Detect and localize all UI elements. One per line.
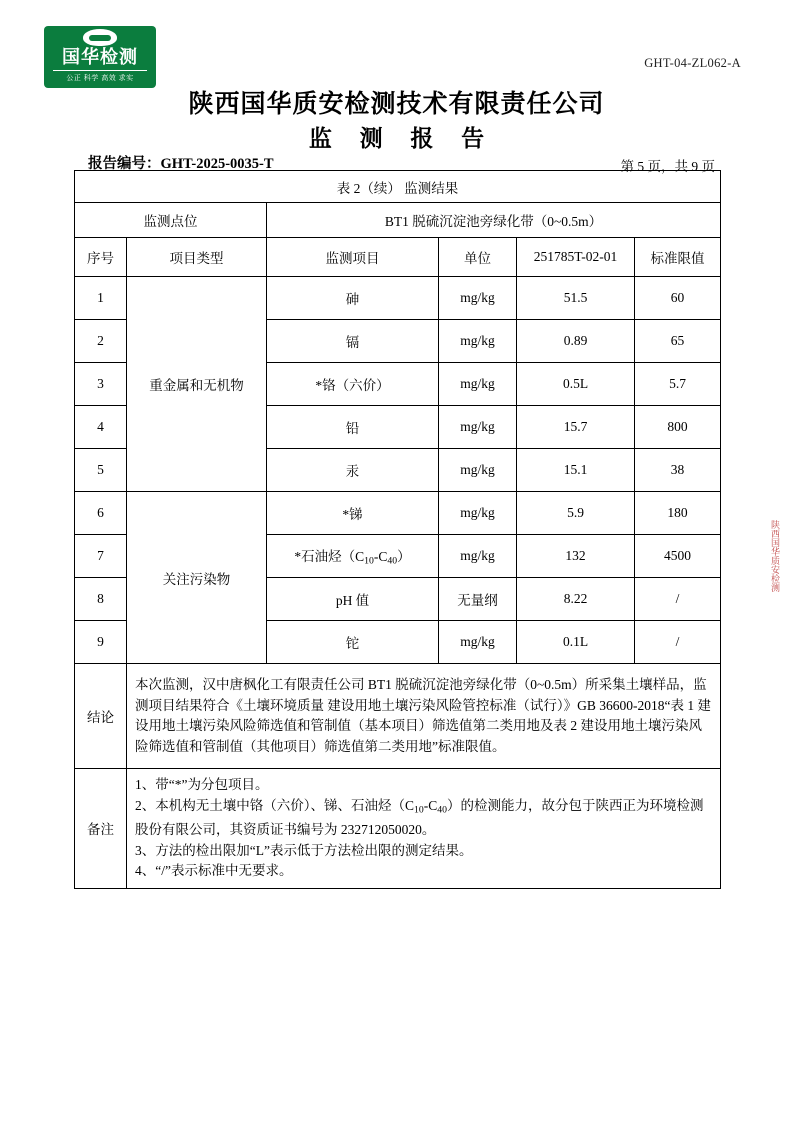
remark-label: 备注	[75, 769, 127, 889]
cell-value: 15.7	[517, 406, 635, 449]
logo-mark-icon	[83, 29, 117, 46]
cell-item: 镉	[267, 320, 439, 363]
logo-subtitle: 公正 科学 高效 求实	[53, 70, 147, 83]
col-header-no: 序号	[75, 238, 127, 277]
cell-value: 15.1	[517, 449, 635, 492]
table-header-row	[75, 238, 721, 277]
cell-no: 7	[75, 535, 127, 578]
cell-item: *石油烃$(C_{10}-C_{40})$	[267, 535, 439, 578]
remark-line: 3、方法的检出限加“L”表示低于方法检出限的测定结果。	[135, 842, 473, 858]
col-header-unit: 单位	[439, 238, 517, 277]
cell-category-group1: 重金属和无机物	[127, 277, 267, 492]
conclusion-text: 本次监测，汉中唐枫化工有限责任公司 BT1 脱硫沉淀池旁绿化带（0~0.5m）所采集土壤样品，监测项目结果符合《土壤环境质量 建设用地土壤污染风险管控标准（试行）》GB 36600-2018“表 1 建设用地土壤污染风险筛选值和管制值（基本项目）筛选值第二类用地及表 2 建设用地土壤污染风险筛选值和管制值（其他项目）筛选值第二类用地”标准限值。	[127, 664, 721, 769]
cell-unit: mg/kg	[439, 492, 517, 535]
cell-unit: mg/kg	[439, 406, 517, 449]
cell-item: 铅	[267, 406, 439, 449]
site-value: BT1 脱硫沉淀池旁绿化带（0~0.5m）	[267, 203, 721, 238]
company-logo	[44, 26, 156, 88]
page-number: 第 5 页，共 9 页	[620, 159, 715, 174]
remark-line: 1、带“*”为分包项目。	[135, 777, 269, 792]
remark-text	[127, 769, 721, 889]
cell-item: *铬（六价）	[267, 363, 439, 406]
cell-no: 9	[75, 621, 127, 664]
cell-limit: 180	[635, 492, 721, 535]
cell-unit: mg/kg	[439, 363, 517, 406]
cell-no: 4	[75, 406, 127, 449]
table-row	[75, 492, 721, 535]
table-row	[75, 277, 721, 320]
company-name: 陕西国华质安检测技术有限责任公司	[188, 91, 605, 118]
conclusion-label: 结论	[75, 664, 127, 769]
col-header-limit: 标准限值	[635, 238, 721, 277]
cell-value: 5.9	[517, 492, 635, 535]
cell-item: pH 值	[267, 578, 439, 621]
col-header-sample: 251785T-02-01	[517, 238, 635, 277]
margin-stamp-marks: 陕西国华 质安检测	[770, 520, 780, 592]
cell-limit: 38	[635, 449, 721, 492]
cell-item: 汞	[267, 449, 439, 492]
cell-limit: /	[635, 621, 721, 664]
table-caption-row	[75, 171, 721, 203]
remark-line: 4、“/”表示标准中无要求。	[135, 863, 293, 879]
site-label: 监测点位	[75, 203, 267, 238]
remark-line: 2、本机构无土壤中铬（六价）、锑、石油烃$(C_{10}-C_{40})$的检测能力，故分包于陕西正为环境检测股份有限公司，其资质证书编号为 232712050020。	[135, 797, 704, 838]
cell-limit: 65	[635, 320, 721, 363]
col-header-item: 监测项目	[267, 238, 439, 277]
cell-item: 砷	[267, 277, 439, 320]
table-caption: 表 2（续） 监测结果	[75, 171, 721, 203]
col-header-category: 项目类型	[127, 238, 267, 277]
cell-unit: 无量纲	[439, 578, 517, 621]
cell-value: 8.22	[517, 578, 635, 621]
cell-no: 8	[75, 578, 127, 621]
report-number: 报告编号：GHT-2025-0035-T	[88, 156, 274, 172]
document-code: GHT-04-ZL062-A	[644, 56, 741, 70]
cell-unit: mg/kg	[439, 449, 517, 492]
conclusion-row	[75, 664, 721, 769]
cell-limit: 4500	[635, 535, 721, 578]
cell-item: 铊	[267, 621, 439, 664]
site-row	[75, 203, 721, 238]
cell-unit: mg/kg	[439, 320, 517, 363]
cell-no: 5	[75, 449, 127, 492]
cell-value: 0.1L	[517, 621, 635, 664]
cell-value: 0.89	[517, 320, 635, 363]
cell-unit: mg/kg	[439, 621, 517, 664]
cell-no: 2	[75, 320, 127, 363]
cell-category-group2: 关注污染物	[127, 492, 267, 664]
results-table	[74, 170, 721, 889]
cell-value: 51.5	[517, 277, 635, 320]
cell-value: 0.5L	[517, 363, 635, 406]
cell-limit: 60	[635, 277, 721, 320]
cell-no: 6	[75, 492, 127, 535]
cell-limit: 5.7	[635, 363, 721, 406]
remark-row	[75, 769, 721, 889]
logo-name: 国华检测	[62, 47, 138, 67]
cell-unit: mg/kg	[439, 535, 517, 578]
cell-item: *锑	[267, 492, 439, 535]
cell-unit: mg/kg	[439, 277, 517, 320]
cell-limit: 800	[635, 406, 721, 449]
cell-limit: /	[635, 578, 721, 621]
cell-value: 132	[517, 535, 635, 578]
cell-no: 1	[75, 277, 127, 320]
cell-no: 3	[75, 363, 127, 406]
page-title: 监 测 报 告	[308, 126, 496, 151]
